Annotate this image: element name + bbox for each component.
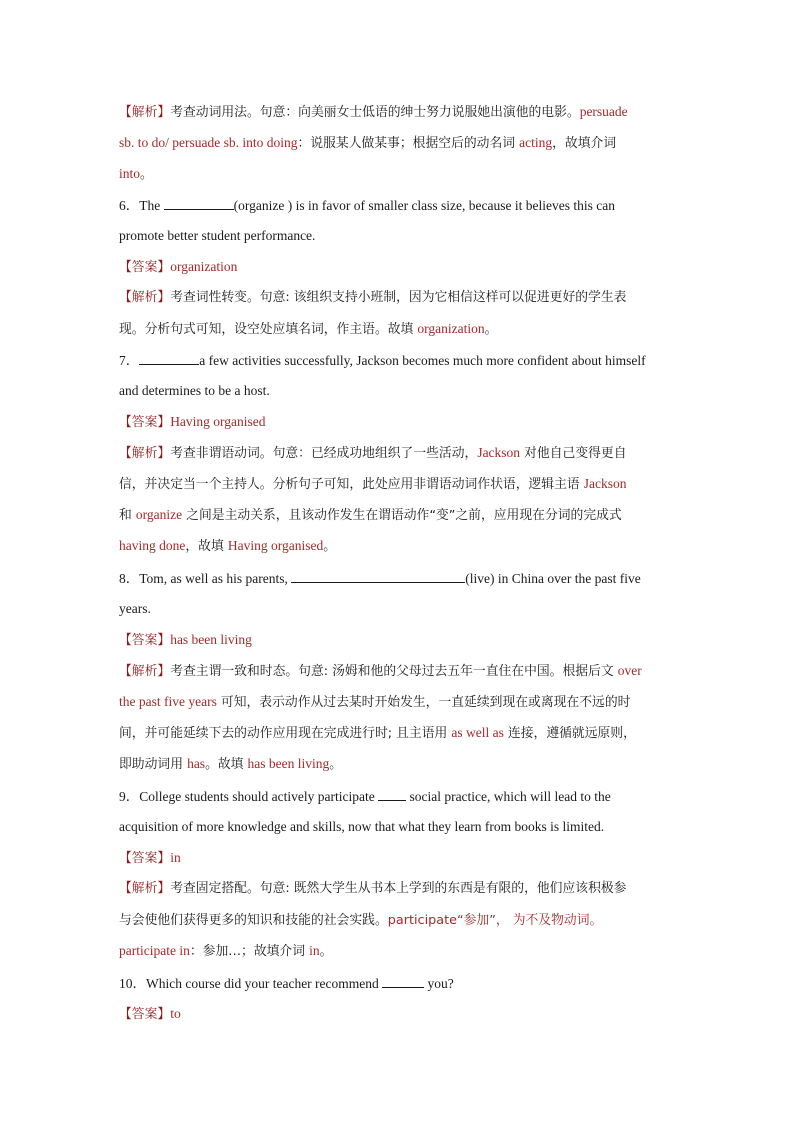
- q7-analysis-line-4: [119, 537, 336, 556]
- q6-text: The: [139, 198, 164, 213]
- analysis-tag: 【解析】: [119, 290, 171, 305]
- q7-answer: [119, 413, 266, 432]
- q7-analysis-term: organize: [135, 507, 183, 522]
- q8-answer-value: has been living: [170, 632, 252, 647]
- answer-blank: [382, 974, 424, 988]
- question-number: 9．: [119, 789, 140, 804]
- q7-analysis-text: ，故填: [185, 539, 228, 554]
- q7-analysis-term: Jackson: [477, 445, 521, 460]
- analysis-tag: 【解析】: [119, 881, 171, 896]
- q6-answer: [119, 258, 237, 277]
- q9-analysis-line-1: [119, 880, 626, 898]
- q6-analysis-line-2: [119, 320, 497, 339]
- q6-text: (organize ) is in favor of smaller class size, because it believes this can: [233, 198, 615, 213]
- q8-analysis-text: 可知，表示动作从过去某时开始发生，一直延续到现在或离现在不远的时: [216, 695, 631, 710]
- q9-analysis-term: in: [309, 943, 320, 958]
- q5-analysis-text: ，故填介词: [552, 136, 617, 151]
- q8-text: Tom, as well as his parents,: [139, 571, 292, 586]
- q7-question-line-2: and determines to be a host.: [119, 383, 270, 398]
- q8-analysis-line-2: [119, 693, 630, 712]
- answer-blank: [378, 787, 406, 801]
- q8-question-line-1: [119, 569, 641, 588]
- answer-tag: 【答案】: [119, 260, 171, 275]
- q7-answer-value: Having organised: [170, 414, 266, 429]
- q9-analysis-term: participate in: [119, 943, 190, 958]
- q6-answer-value: organization: [170, 259, 238, 274]
- q8-analysis-text: 。故填: [205, 757, 248, 772]
- q7-analysis-term: Jackson: [583, 476, 627, 491]
- q9-text: College students should actively participate: [139, 789, 379, 804]
- answer-blank: [164, 196, 234, 210]
- q9-analysis-line-3: [119, 942, 332, 961]
- q9-question-line-1: [119, 787, 611, 806]
- q7-analysis-line-1: [119, 444, 627, 463]
- q10-text: you?: [424, 976, 454, 991]
- question-number: 10．: [119, 976, 146, 991]
- q8-analysis-term: over: [617, 663, 642, 678]
- answer-tag: 【答案】: [119, 415, 171, 430]
- q7-analysis-text: 。: [323, 539, 336, 554]
- q9-analysis-line-2: [119, 911, 602, 930]
- q7-analysis-line-2: [119, 475, 627, 494]
- q7-analysis-text: 对他自己变得更自: [520, 446, 627, 461]
- q5-analysis-term: into: [119, 166, 141, 181]
- q9-analysis-text: 考查固定搭配。句意: 既然大学生从书本上学到的东西是有限的，他们应该积极参: [170, 881, 627, 896]
- q7-analysis-text: 和: [119, 508, 136, 523]
- q6-analysis-text: 考查词性转变。句意: 该组织支持小班制，因为它相信这样可以促进更好的学生表: [170, 290, 627, 305]
- q9-answer: [119, 849, 181, 868]
- q5-analysis-line-1: [119, 103, 628, 122]
- q8-analysis-line-4: [119, 755, 342, 774]
- q8-analysis-term: has: [187, 756, 206, 771]
- q8-analysis-term: has been living: [247, 756, 330, 771]
- q5-analysis-text: 。: [140, 167, 153, 182]
- analysis-tag: 【解析】: [119, 664, 171, 679]
- q8-analysis-text: 考查主谓一致和时态。句意: 汤姆和他的父母过去五年一直住在中国。根据后文: [170, 664, 618, 679]
- q9-analysis-term: participate“参加”，: [387, 913, 509, 928]
- q7-question-line-1: [119, 351, 646, 370]
- q9-text: social practice, which will lead to the: [406, 789, 611, 804]
- q10-text: Which course did your teacher recommend: [146, 976, 383, 991]
- q5-analysis-text: 考查动词用法。句意：向美丽女士低语的绅士努力说服她出演他的电影。: [170, 105, 580, 120]
- analysis-tag: 【解析】: [119, 105, 171, 120]
- q5-analysis-line-2: [119, 134, 616, 153]
- q8-analysis-text: 即助动词用: [119, 757, 188, 772]
- q10-answer-value: to: [170, 1006, 181, 1021]
- answer-tag: 【答案】: [119, 1007, 171, 1022]
- q8-text: (live) in China over the past five: [465, 571, 641, 586]
- q9-analysis-text: 。: [319, 944, 333, 959]
- answer-blank: [291, 569, 465, 583]
- q5-analysis-term: persuade: [579, 104, 628, 119]
- q8-analysis-line-1: [119, 662, 642, 681]
- q9-answer-value: in: [170, 850, 181, 865]
- q9-question-line-2: acquisition of more knowledge and skills, now that what they learn from books is limited.: [119, 819, 605, 834]
- q7-analysis-text: 考查非谓语动词。句意：已经成功地组织了一些活动，: [170, 446, 478, 461]
- q5-analysis-term: acting: [519, 135, 553, 150]
- q5-analysis-term: sb. to do/ persuade sb. into doing: [119, 135, 298, 150]
- q6-analysis-term: organization: [417, 321, 485, 336]
- q7-analysis-term: Having organised: [227, 538, 324, 553]
- q8-analysis-term: as well as: [451, 725, 504, 740]
- q8-answer: [119, 631, 252, 650]
- q5-analysis-text: ：说服某人做某事；根据空后的动名词: [297, 136, 520, 151]
- answer-blank: [139, 351, 199, 365]
- answer-tag: 【答案】: [119, 851, 171, 866]
- q9-analysis-text: ：参加…；故填介词: [189, 944, 310, 959]
- q7-analysis-line-3: [119, 506, 622, 525]
- q7-analysis-text: 之间是主动关系，且该动作发生在谓语动作“变”之前，应用现在分词的完成式: [182, 508, 622, 523]
- q8-analysis-text: 连接，遵循就远原则，: [503, 726, 636, 741]
- q8-analysis-text: 间，并可能延续下去的动作应用现在完成进行时; 且主语用: [119, 726, 452, 741]
- q7-analysis-term: having done: [119, 538, 186, 553]
- question-number: 7．: [119, 353, 140, 368]
- answer-tag: 【答案】: [119, 633, 171, 648]
- q8-question-line-2: years.: [119, 601, 151, 616]
- q6-question-line-2: promote better student performance.: [119, 228, 316, 243]
- q9-analysis-term: 为不及物动词。: [508, 913, 603, 928]
- q8-analysis-text: 。: [329, 757, 343, 772]
- q9-analysis-text: 与会使他们获得更多的知识和技能的社会实践。: [119, 913, 388, 928]
- question-number: 6．: [119, 198, 140, 213]
- q10-question-line-1: [119, 974, 454, 993]
- q6-question-line-1: [119, 196, 615, 215]
- q8-analysis-line-3: [119, 724, 636, 743]
- q7-analysis-text: 信，并决定当一个主持人。分析句子可知，此处应用非谓语动词作状语，逻辑主语: [119, 477, 584, 492]
- q10-answer: [119, 1005, 181, 1024]
- q7-text: a few activities successfully, Jackson becomes much more confident about himself: [199, 353, 646, 368]
- q8-analysis-term: the past five years: [119, 694, 217, 709]
- question-number: 8．: [119, 571, 140, 586]
- q6-analysis-text: 。: [484, 322, 498, 337]
- analysis-tag: 【解析】: [119, 446, 171, 461]
- q5-analysis-line-3: [119, 165, 153, 184]
- q6-analysis-text: 现。分析句式可知，设空处应填名词，作主语。故填: [119, 322, 418, 337]
- q6-analysis-line-1: [119, 289, 626, 307]
